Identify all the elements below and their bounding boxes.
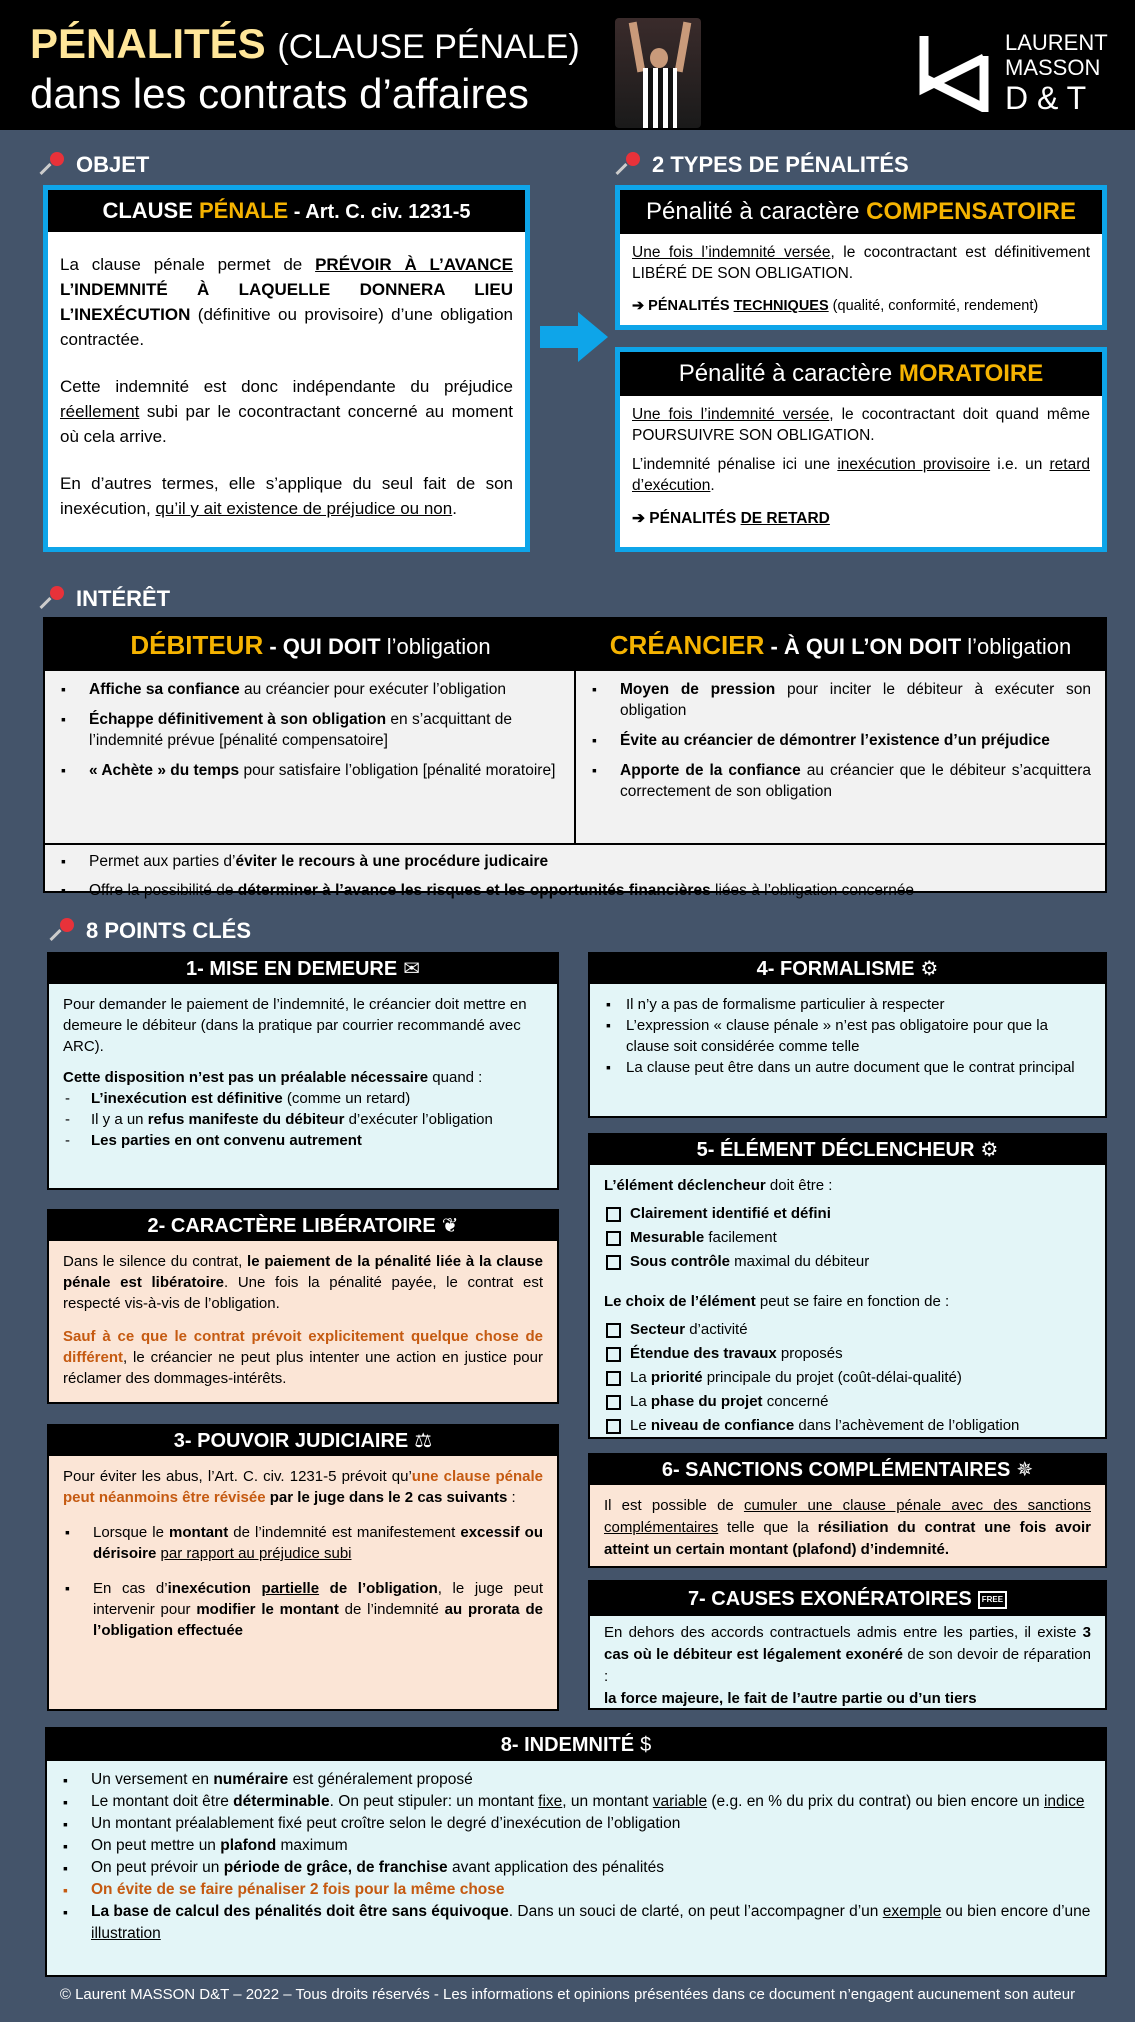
interet-common: ▪ Permet aux parties d’éviter le recours à une procédure judicaire ▪ Offre la possibilité de déterminer à l’avance les risques et les opportunités financières liées à l’obligation concernée [45, 843, 1105, 891]
logo-icon [918, 32, 990, 112]
point-2-title: 2- CARACTÈRE LIBÉRATOIRE ❦ [49, 1211, 557, 1241]
objet-panel [43, 185, 530, 552]
dollar-icon: $ [640, 1734, 652, 1756]
badge-icon: ✵ [1016, 1459, 1034, 1481]
creancier-head: CRÉANCIER - À QUI L’ON DOIT l’obligation [576, 619, 1105, 671]
stamp-icon: ⚙ [920, 958, 939, 980]
title-paren: (CLAUSE PÉNALE) [277, 28, 580, 66]
section-interet: INTÉRÊT [42, 584, 170, 612]
handshake-icon: ❦ [441, 1215, 459, 1237]
objet-panel-head: CLAUSE PÉNALE - Art. C. civ. 1231-5 [48, 190, 525, 232]
point-6-card: 6- SANCTIONS COMPLÉMENTAIRES ✵ Il est possible de cumuler une clause pénale avec des sanctions complémentaires telle que la résiliation du contrat une fois avoir atteint un certain montant (plafond) d’indemnité. [588, 1453, 1107, 1568]
interet-table [43, 617, 1107, 899]
logo-text: LAURENT MASSON D & T [1005, 30, 1108, 116]
section-types: 2 TYPES DE PÉNALITÉS [618, 150, 909, 178]
referee-image [615, 18, 701, 128]
point-2-card: 2- CARACTÈRE LIBÉRATOIRE ❦ Dans le silence du contrat, le paiement de la pénalité liée à la clause pénale est libératoire. Une fois la pénalité payée, le contrat est respecté vis-à-vis de l’obligation. Sauf à ce que le contrat prévoit explicitement quelque chose de différent, le créancier ne peut plus intenter une action en justice pour réclamer des dommages-intérêts. [47, 1209, 559, 1404]
header [0, 0, 1135, 130]
point-6-title: 6- SANCTIONS COMPLÉMENTAIRES ✵ [590, 1455, 1105, 1485]
free-icon: FREE [978, 1591, 1007, 1609]
point-5-card: 5- ÉLÉMENT DÉCLENCHEUR ⚙ L’élément déclencheur doit être : Clairement identifié et défini Mesurable facilement Sous contrôle maximal du débiteur Le choix de l’élément peut se faire en fonction de : Secteur d’activité Étendue des travaux proposés La priorité principale du projet (coût-délai-qualité) La phase du projet concerné Le niveau de confiance dans l’achèvement de l’obligation [588, 1133, 1107, 1439]
arrow-right-icon [540, 312, 608, 362]
point-4-card: 4- FORMALISME ⚙ ▪ Il n’y a pas de formalisme particulier à respecter ▪ L’expression « clause pénale » n’est pas obligatoire pour que la clause soit considérée comme telle ▪ La clause peut être dans un autre document que le contrat principal [588, 952, 1107, 1118]
moratoire-panel [615, 347, 1107, 552]
moratoire-text: Une fois l’indemnité versée, le cocontractant doit quand même POURSUIVRE SON OBLIGATION. L’indemnité pénalise ici une inexécution provisoire i.e. un retard d’exécution. ➔ PÉNALITÉS DE RETARD [632, 406, 1090, 527]
point-1-title: 1- MISE EN DEMEURE ✉ [49, 954, 557, 984]
section-points: 8 POINTS CLÉS [52, 916, 251, 944]
pin-icon [52, 916, 78, 942]
point-8-card: 8- INDEMNITÉ $ ▪ Un versement en numéraire est généralement proposé ▪ Le montant doit être déterminable. On peut stipuler: un montant fixe, un montant variable (e.g. en % du prix du contrat) ou bien encore un indice ▪ Un montant préalablement fixé peut croître selon le degré d’inexécution de l’obligation ▪ On peut mettre un plafond maximum ▪ On peut prévoir un période de grâce, de franchise avant application des pénalités ▪ On évite de se faire pénaliser 2 fois pour la même chose ▪ La base de calcul des pénalités doit être sans équivoque. Dans un souci de clarté, on peut l’accompagner d’un exemple ou bien encore d’une illustration [45, 1727, 1107, 1977]
page-title [30, 20, 580, 68]
section-objet: OBJET [42, 150, 149, 178]
compensatoire-head: Pénalité à caractère COMPENSATOIRE [620, 190, 1102, 234]
point-5-title: 5- ÉLÉMENT DÉCLENCHEUR ⚙ [590, 1135, 1105, 1165]
envelope-icon: ✉ [403, 958, 420, 980]
pin-icon [42, 584, 68, 610]
debiteur-col: ▪ Affiche sa confiance au créancier pour exécuter l’obligation ▪ Échappe définitivement à son obligation en s’acquittant de l’indemnité prévue [pénalité compensatoire] ▪ « Achète » du temps pour satisfaire l’obligation [pénalité moratoire] [45, 671, 576, 843]
page-subtitle: dans les contrats d’affaires [30, 70, 529, 117]
objet-text: La clause pénale permet de PRÉVOIR À L’AVANCE L’INDEMNITÉ À LAQUELLE DONNERA LIEU L’INEXÉCUTION (définitive ou provisoire) d’une obligation contractée. Cette indemnité est donc indépendante du préjudice réellement subi par le cocontractant concerné au moment où cela arrive. En d’autres termes, elle s’applique du seul fait de son inexécution, qu’il y ait existence de préjudice ou non. [60, 255, 513, 518]
point-7-card: 7- CAUSES EXONÉRATOIRES FREE En dehors des accords contractuels admis entre les parties, il existe 3 cas où le débiteur est légalement exonéré de son devoir de réparation : la force majeure, le fait de l’autre partie ou d’un tiers [588, 1580, 1107, 1710]
point-7-title: 7- CAUSES EXONÉRATOIRES FREE [590, 1582, 1105, 1616]
compensatoire-text: Une fois l’indemnité versée, le cocontractant est définitivement LIBÉRÉ DE SON OBLIGATION. ➔ PÉNALITÉS TECHNIQUES (qualité, conformité, rendement) [632, 244, 1090, 314]
scales-icon: ⚖ [414, 1430, 433, 1452]
point-8-title: 8- INDEMNITÉ $ [47, 1729, 1105, 1761]
point-3-title: 3- POUVOIR JUDICIAIRE ⚖ [49, 1426, 557, 1456]
moratoire-head: Pénalité à caractère MORATOIRE [620, 352, 1102, 396]
creancier-col: ▪ Moyen de pression pour inciter le débiteur à exécuter son obligation ▪ Évite au créancier de démontrer l’existence d’un préjudice ▪ Apporte de la confiance au créancier que le débiteur s’acquittera correctement de son obligation [576, 671, 1105, 843]
point-4-title: 4- FORMALISME ⚙ [590, 954, 1105, 984]
point-1-card: 1- MISE EN DEMEURE ✉ Pour demander le paiement de l’indemnité, le créancier doit mettre en demeure le débiteur (dans la pratique par courrier recommandé avec ARC). Cette disposition n’est pas un préalable nécessaire quand : - L’inexécution est définitive (comme un retard) - Il y a un refus manifeste du débiteur d’exécuter l’obligation - Les parties en ont convenu autrement [47, 952, 559, 1190]
title-main: PÉNALITÉS [30, 20, 266, 67]
footer: © Laurent MASSON D&T – 2022 – Tous droits réservés - Les informations et opinions présentées dans ce document n’engagent aucunement son auteur [59, 1986, 1076, 2003]
point-3-card: 3- POUVOIR JUDICIAIRE ⚖ Pour éviter les abus, l’Art. C. civ. 1231-5 prévoit qu’une clause pénale peut néanmoins être révisée par le juge dans le 2 cas suivants : ▪ Lorsque le montant de l’indemnité est manifestement excessif ou dérisoire par rapport au préjudice subi ▪ En cas d’inexécution partielle de l’obligation, le juge peut intervenir pour modifier le montant de l’indemnité au prorata de l’obligation effectuée [47, 1424, 559, 1711]
debiteur-head: DÉBITEUR - QUI DOIT l’obligation [45, 619, 576, 671]
compensatoire-panel [615, 185, 1107, 330]
pin-icon [618, 150, 644, 176]
pin-icon [42, 150, 68, 176]
gears-icon: ⚙ [980, 1139, 999, 1161]
